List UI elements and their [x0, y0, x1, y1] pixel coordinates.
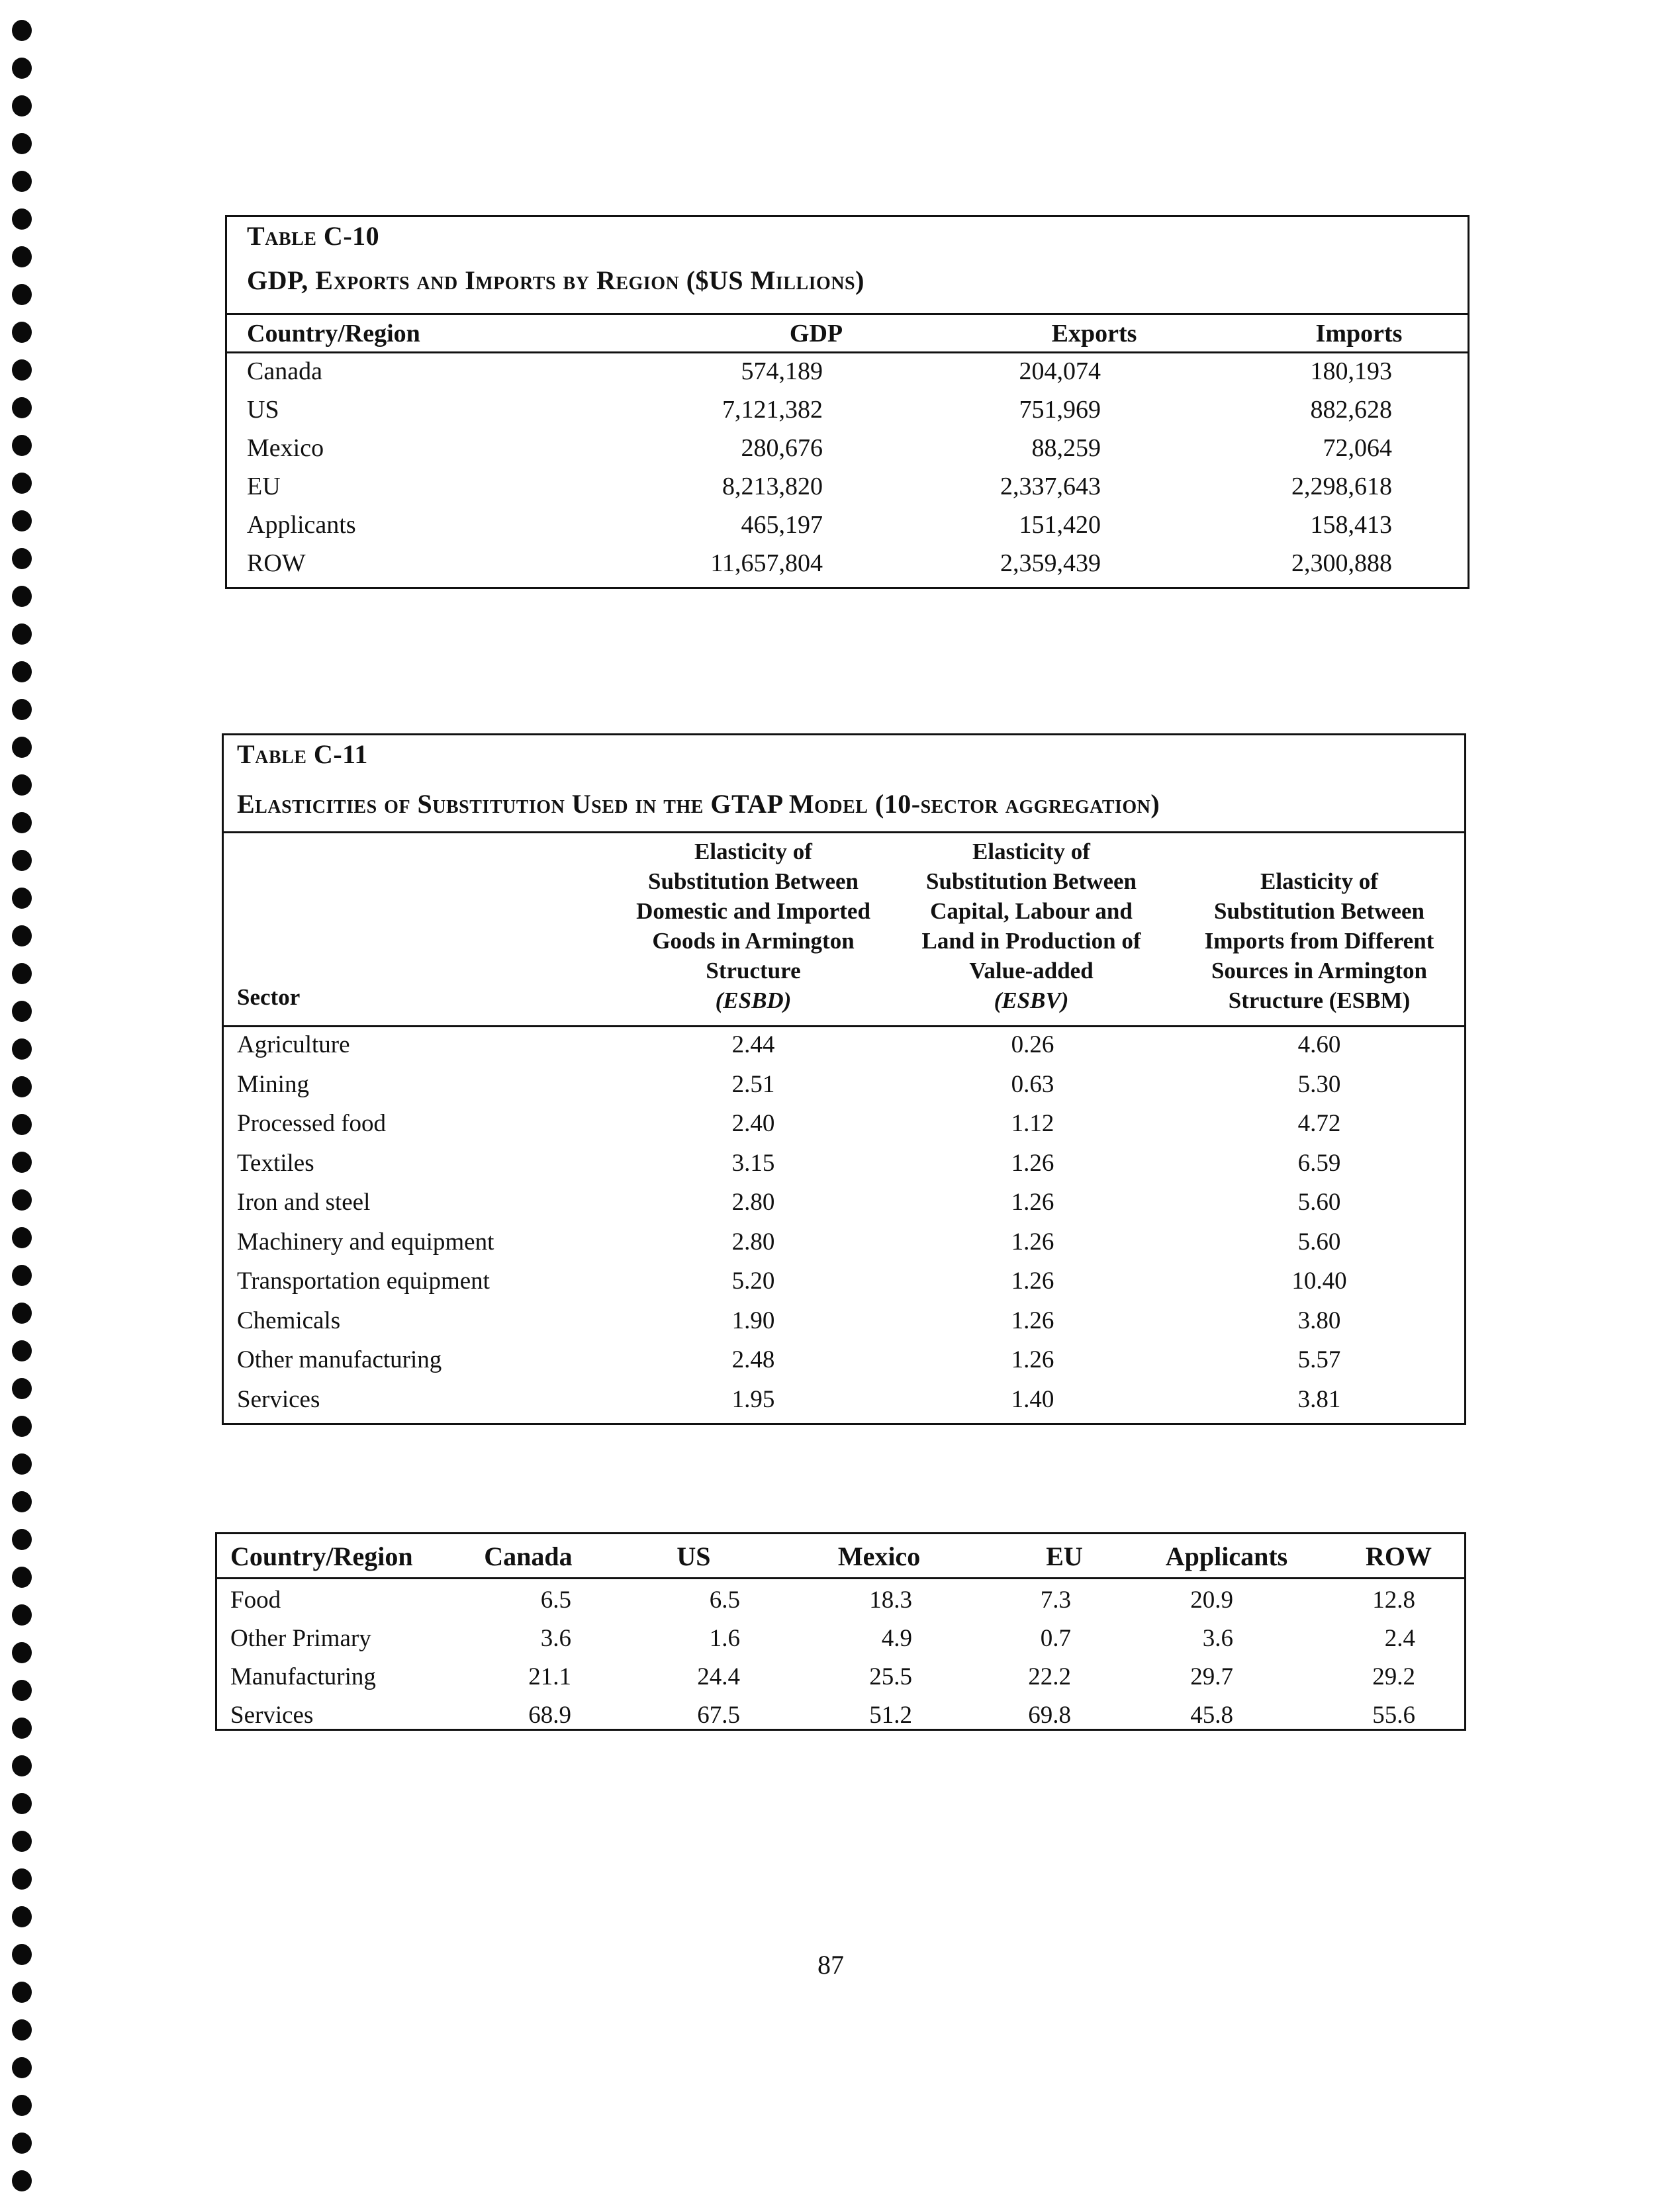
table-cell: ROW — [247, 549, 306, 577]
table-cell: 1.6 — [709, 1625, 740, 1652]
binder-hole — [12, 1982, 32, 2003]
binder-hole — [12, 1793, 32, 1814]
table-cell: 3.80 — [1297, 1307, 1341, 1334]
table-cell: 5.60 — [1297, 1228, 1341, 1256]
table-row — [217, 1656, 1464, 1694]
table-cell: 1.26 — [1011, 1267, 1054, 1295]
table-cell: 67.5 — [697, 1702, 740, 1729]
binder-hole — [12, 1491, 32, 1512]
table-cell: 151,420 — [1019, 511, 1101, 539]
table-cell: 18.3 — [869, 1586, 912, 1614]
binder-hole — [12, 1378, 32, 1399]
header-line: Elasticity of — [972, 839, 1090, 864]
table-cell: 2.51 — [731, 1070, 775, 1098]
binder-hole — [12, 1303, 32, 1324]
table-cell: 1.26 — [1011, 1149, 1054, 1177]
table-cell: 2.80 — [731, 1189, 775, 1216]
binder-hole — [12, 2019, 32, 2041]
binder-hole — [12, 1001, 32, 1022]
table-cell: 72,064 — [1323, 434, 1392, 462]
table-cell: 29.7 — [1190, 1663, 1233, 1690]
header-cell — [621, 837, 886, 1015]
binder-hole — [12, 1944, 32, 1965]
table-cell: Mining — [237, 1070, 309, 1098]
table-row — [227, 353, 1468, 392]
header-cell: Country/Region — [247, 320, 420, 347]
table-row — [217, 1618, 1464, 1656]
table-cell: 21.1 — [528, 1663, 571, 1690]
table-cell: 574,189 — [741, 357, 823, 385]
binder-hole — [12, 623, 32, 645]
binder-hole — [12, 1227, 32, 1248]
table-cell: 2,300,888 — [1291, 549, 1392, 577]
table-row — [217, 1579, 1464, 1618]
binder-hole — [12, 473, 32, 494]
header-cell: Imports — [1315, 320, 1403, 347]
header-cell: Country/Region — [230, 1541, 413, 1571]
binder-hole — [12, 699, 32, 720]
binder-hole — [12, 284, 32, 305]
header-line: Elasticity of — [1260, 868, 1378, 894]
table-row — [227, 545, 1468, 584]
table-cell: 3.15 — [731, 1149, 775, 1177]
binder-hole — [12, 435, 32, 456]
binder-hole — [12, 133, 32, 154]
table-cell: 2,337,643 — [1000, 473, 1101, 500]
table-cell: 3.6 — [1202, 1625, 1233, 1652]
table-cell: Other manufacturing — [237, 1346, 442, 1373]
table-row — [224, 1027, 1464, 1066]
table-cell: 180,193 — [1310, 357, 1392, 385]
header-line: Substitution Between — [926, 868, 1137, 894]
header-line: Land in Production of — [921, 928, 1141, 954]
header-line: (ESBV) — [994, 988, 1069, 1013]
table-cell: 1.40 — [1011, 1385, 1054, 1413]
table-cell: 10.40 — [1291, 1267, 1347, 1295]
header-line: Capital, Labour and — [930, 898, 1133, 924]
table-cell: 3.81 — [1297, 1385, 1341, 1413]
table-title: Elasticities of Substitution Used in the GTAP Model (10-sector aggregation) — [237, 789, 1160, 819]
table-cell: 1.26 — [1011, 1228, 1054, 1256]
table-cell: 51.2 — [869, 1702, 912, 1729]
table-cell: 69.8 — [1028, 1702, 1071, 1729]
table-cell: 2.44 — [731, 1031, 775, 1058]
binder-hole — [12, 510, 32, 531]
table-cell: 204,074 — [1019, 357, 1101, 385]
binder-hole — [12, 171, 32, 192]
table-cell: 2,298,618 — [1291, 473, 1392, 500]
table-cell: 20.9 — [1190, 1586, 1233, 1614]
binder-hole — [12, 1567, 32, 1588]
table-cell: 4.9 — [881, 1625, 912, 1652]
table-cell: Iron and steel — [237, 1189, 371, 1216]
binder-hole — [12, 246, 32, 267]
table-cell: 5.57 — [1297, 1346, 1341, 1373]
table-cell: 7.3 — [1040, 1586, 1071, 1614]
binder-hole — [12, 2057, 32, 2078]
header-line: Imports from Different — [1204, 928, 1434, 954]
table-cell: 465,197 — [741, 511, 823, 539]
header-line: Substitution Between — [648, 868, 859, 894]
table-cell: Machinery and equipment — [237, 1228, 494, 1256]
table-header — [217, 1534, 1464, 1579]
binder-hole — [12, 888, 32, 909]
binder-hole — [12, 1340, 32, 1361]
binder-hole — [12, 2133, 32, 2154]
table-row — [217, 1694, 1464, 1733]
table-cell: Mexico — [247, 434, 324, 462]
table-cell: Other Primary — [230, 1625, 371, 1652]
binder-hole — [12, 586, 32, 607]
table-cell: 55.6 — [1372, 1702, 1415, 1729]
table-title: GDP, Exports and Imports by Region ($US Millions) — [247, 265, 864, 295]
table-cell: 2.80 — [731, 1228, 775, 1256]
binder-hole — [12, 661, 32, 682]
table-cell: 0.7 — [1040, 1625, 1071, 1652]
table-c10 — [225, 215, 1470, 589]
table-cell: 1.95 — [731, 1385, 775, 1413]
table-cell: 11,657,804 — [710, 549, 823, 577]
table-cell: Textiles — [237, 1149, 314, 1177]
table-cell: 88,259 — [1031, 434, 1101, 462]
header-cell: GDP — [789, 320, 843, 347]
binder-hole — [12, 95, 32, 116]
table-cell: Canada — [247, 357, 322, 385]
table-cell: 6.59 — [1297, 1149, 1341, 1177]
binder-hole — [12, 322, 32, 343]
binder-hole — [12, 1038, 32, 1060]
table-cell: 1.26 — [1011, 1189, 1054, 1216]
table-cell: 280,676 — [741, 434, 823, 462]
header-line: Structure — [706, 958, 801, 984]
header-line: Substitution Between — [1214, 898, 1424, 924]
header-line: Sources in Armington — [1211, 958, 1428, 984]
table-cell: 1.26 — [1011, 1307, 1054, 1334]
table-row — [224, 1145, 1464, 1185]
binder-hole — [12, 548, 32, 569]
table-cell: 4.72 — [1297, 1110, 1341, 1137]
header-line: (ESBD) — [715, 988, 792, 1013]
header-cell: Canada — [484, 1541, 573, 1571]
table-row — [224, 1224, 1464, 1264]
header-line: Domestic and Imported — [636, 898, 870, 924]
table-header — [227, 313, 1468, 353]
table-cell: 45.8 — [1190, 1702, 1233, 1729]
table-row — [227, 430, 1468, 469]
header-line: Goods in Armington — [652, 928, 855, 954]
binder-hole — [12, 850, 32, 871]
binder-hole — [12, 359, 32, 381]
binder-hole — [12, 812, 32, 833]
binder-hole — [12, 58, 32, 79]
table-cell: Transportation equipment — [237, 1267, 490, 1295]
header-line: Elasticity of — [694, 839, 812, 864]
table-cell: 5.60 — [1297, 1189, 1341, 1216]
table-cell: 0.26 — [1011, 1031, 1054, 1058]
table-cell: Food — [230, 1586, 281, 1614]
binder-hole — [12, 1529, 32, 1550]
table-c11 — [222, 733, 1466, 1425]
table-row — [227, 468, 1468, 508]
table-cell: 22.2 — [1028, 1663, 1071, 1690]
table-row — [224, 1105, 1464, 1145]
binder-hole — [12, 1604, 32, 1626]
table-cell: Services — [230, 1702, 314, 1729]
header-cell — [899, 837, 1164, 1015]
table-cell: 751,969 — [1019, 396, 1101, 424]
header-line: Value-added — [969, 958, 1094, 984]
table-cell: 5.30 — [1297, 1070, 1341, 1098]
binder-hole — [12, 1868, 32, 1890]
binder-hole — [12, 1642, 32, 1663]
table-cell: 1.90 — [731, 1307, 775, 1334]
table-cell: Applicants — [247, 511, 356, 539]
binder-hole — [12, 20, 32, 41]
binder-hole — [12, 925, 32, 946]
binder-hole — [12, 2170, 32, 2191]
table-row — [224, 1381, 1464, 1421]
table-cell: 2.40 — [731, 1110, 775, 1137]
table-row — [224, 1303, 1464, 1342]
table-cell: 8,213,820 — [722, 473, 823, 500]
table-cell: 12.8 — [1372, 1586, 1415, 1614]
header-cell: ROW — [1366, 1541, 1432, 1571]
binder-hole — [12, 737, 32, 758]
table-cell: 5.20 — [731, 1267, 775, 1295]
table-cell: 0.63 — [1011, 1070, 1054, 1098]
header-cell: EU — [1046, 1541, 1083, 1571]
header-cell: Exports — [1051, 320, 1137, 347]
table-cell: Services — [237, 1385, 320, 1413]
binder-hole — [12, 1152, 32, 1173]
header-cell: Sector — [237, 984, 301, 1010]
binder-hole — [12, 1265, 32, 1286]
binder-hole — [12, 1906, 32, 1927]
table-cell: 6.5 — [540, 1586, 571, 1614]
table-cell: 158,413 — [1310, 511, 1392, 539]
table-cell: 3.6 — [540, 1625, 571, 1652]
table-header — [224, 831, 1464, 1027]
table-cell: 1.12 — [1011, 1110, 1054, 1137]
header-cell: Applicants — [1165, 1541, 1288, 1571]
table-cell: 2.48 — [731, 1346, 775, 1373]
binder-hole — [12, 1416, 32, 1437]
table-cell: 29.2 — [1372, 1663, 1415, 1690]
table-row — [227, 506, 1468, 546]
table-row — [224, 1263, 1464, 1303]
table-number: Table C-10 — [247, 221, 380, 251]
table-row — [224, 1184, 1464, 1224]
header-cell — [1180, 866, 1458, 1015]
header-line: Structure (ESBM) — [1228, 988, 1411, 1013]
binder-holes — [12, 20, 32, 2197]
sector-share-table — [215, 1532, 1466, 1731]
header-cell: Mexico — [837, 1541, 921, 1571]
binder-hole — [12, 1076, 32, 1097]
binder-hole — [12, 208, 32, 230]
table-cell: Agriculture — [237, 1031, 350, 1058]
table-cell: Processed food — [237, 1110, 387, 1137]
table-cell: EU — [247, 473, 281, 500]
binder-hole — [12, 2095, 32, 2116]
table-cell: 2,359,439 — [1000, 549, 1101, 577]
table-cell: 882,628 — [1310, 396, 1392, 424]
page-number: 87 — [817, 1950, 844, 1980]
table-cell: 24.4 — [697, 1663, 740, 1690]
binder-hole — [12, 774, 32, 796]
table-row — [227, 391, 1468, 431]
table-cell: 6.5 — [709, 1586, 740, 1614]
table-cell: US — [247, 396, 279, 424]
table-cell: 1.26 — [1011, 1346, 1054, 1373]
binder-hole — [12, 1114, 32, 1135]
binder-hole — [12, 397, 32, 418]
binder-hole — [12, 1755, 32, 1776]
table-row — [224, 1066, 1464, 1106]
binder-hole — [12, 1189, 32, 1211]
table-cell: 68.9 — [528, 1702, 571, 1729]
table-number: Table C-11 — [237, 739, 368, 769]
header-cell: US — [677, 1541, 711, 1571]
table-cell: Chemicals — [237, 1307, 341, 1334]
table-cell: 7,121,382 — [722, 396, 823, 424]
binder-hole — [12, 1453, 32, 1475]
table-cell: 25.5 — [869, 1663, 912, 1690]
binder-hole — [12, 1718, 32, 1739]
table-cell: Manufacturing — [230, 1663, 376, 1690]
binder-hole — [12, 1831, 32, 1852]
table-cell: 2.4 — [1384, 1625, 1415, 1652]
binder-hole — [12, 963, 32, 984]
binder-hole — [12, 1680, 32, 1701]
table-cell: 4.60 — [1297, 1031, 1341, 1058]
table-row — [224, 1342, 1464, 1381]
